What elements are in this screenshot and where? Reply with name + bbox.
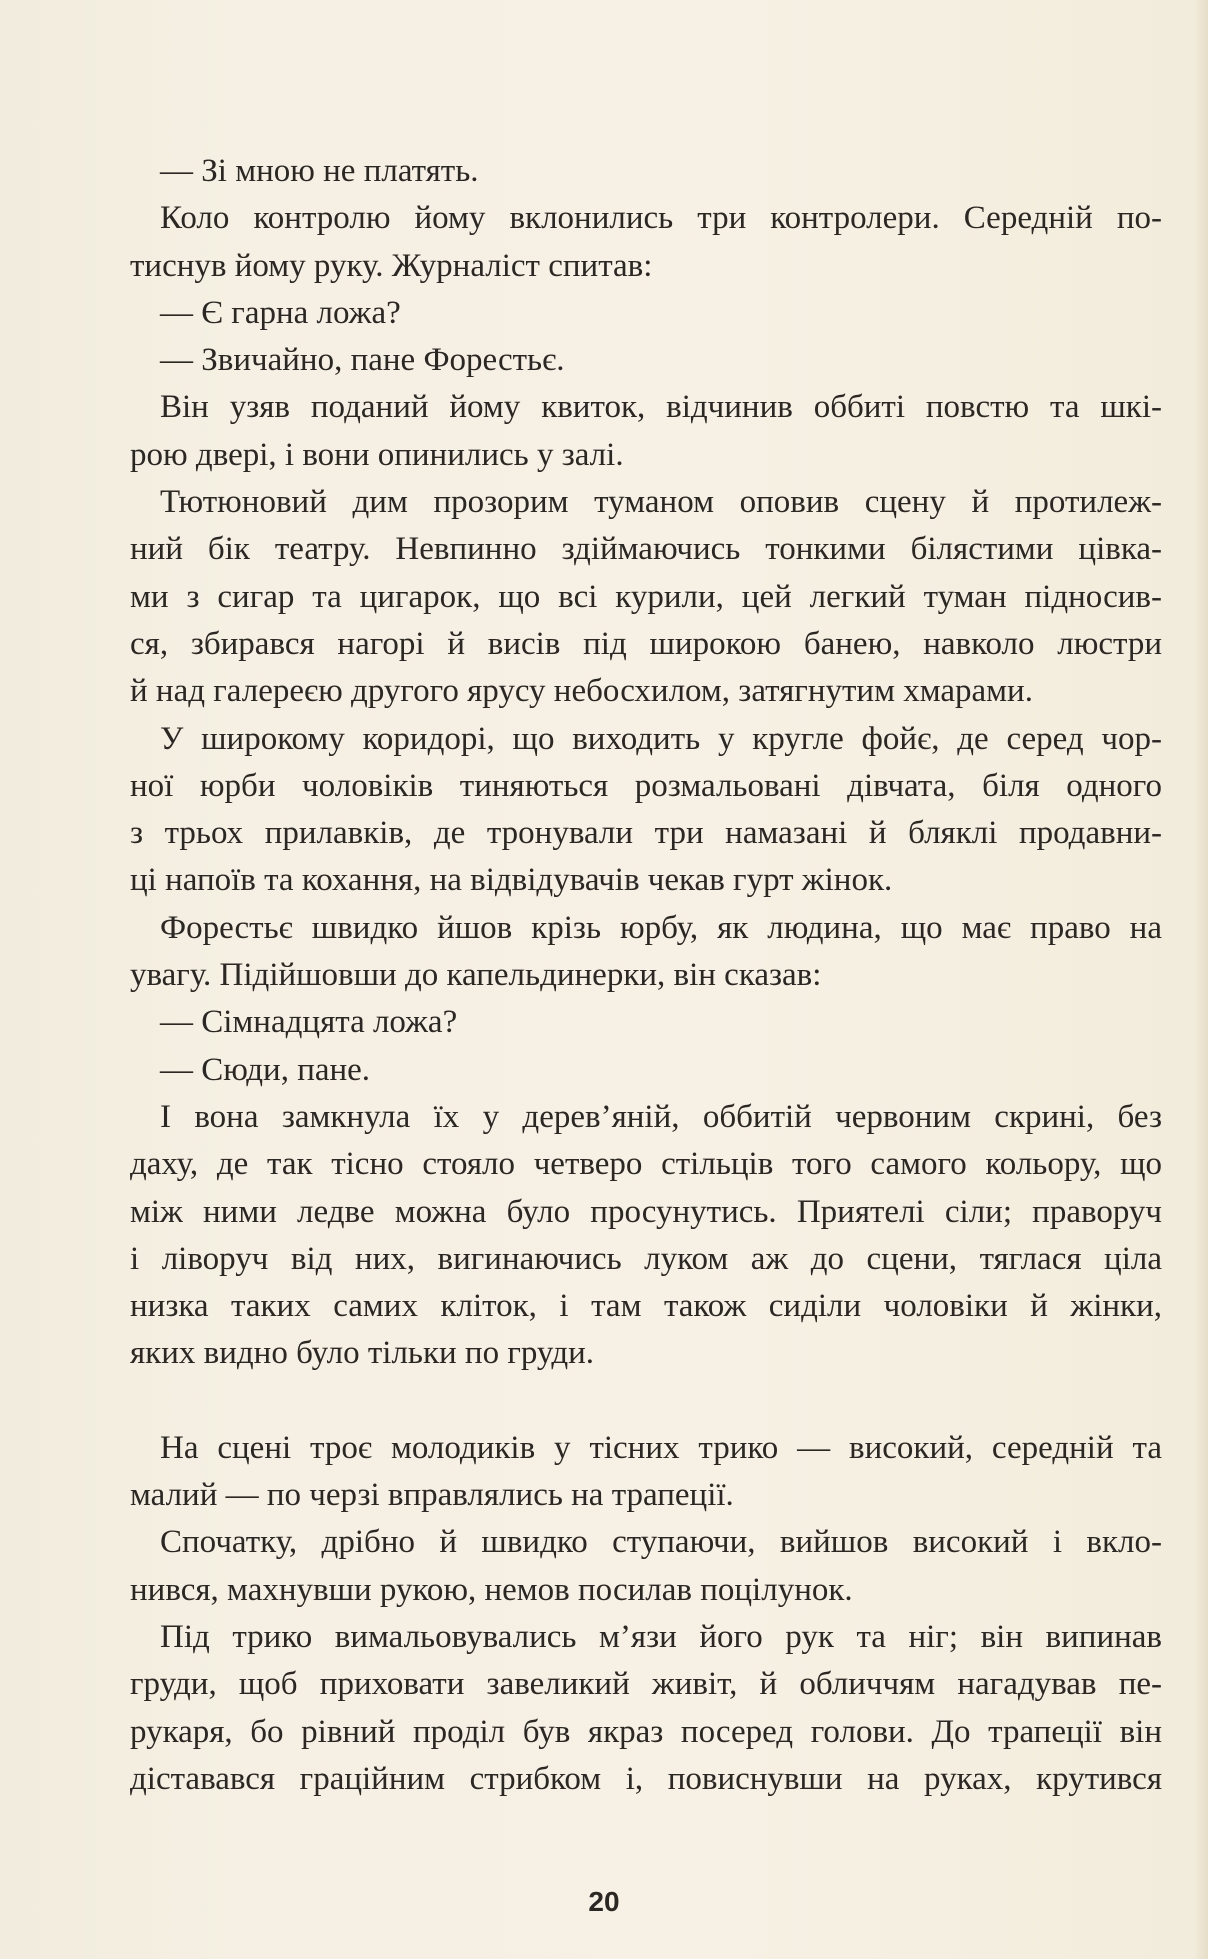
text-line: й над галереєю другого ярусу небосхилом, затягнутим хмарами.: [130, 673, 1033, 710]
paragraph: [130, 716, 1162, 905]
text-line: У широкому коридорі, що виходить у кругле фойє, де серед чор-: [160, 720, 1162, 757]
text-line: тиснув йому руку. Журналіст спитав:: [130, 247, 653, 284]
paragraph: [130, 290, 1162, 337]
body-text: [130, 148, 1162, 1803]
text-line: І вона замкнула їх у дерев’яній, оббитій червоним скрині, без: [160, 1098, 1162, 1135]
text-line: рукаря, бо рівний проділ був якраз посеред голови. До трапеції він: [130, 1713, 1162, 1750]
text-line: нився, махнувши рукою, немов посилав поцілунок.: [130, 1571, 853, 1608]
text-line: і ліворуч від них, вигинаючись луком аж до сцени, тяглася ціла: [130, 1240, 1162, 1277]
page-edge-shadow: [1194, 0, 1208, 1959]
text-line: ної юрби чоловіків тиняються розмальовані дівчата, біля одного: [130, 767, 1162, 804]
text-line: Форестьє швидко йшов крізь юрбу, як людина, що має право на: [160, 909, 1162, 946]
text-line: низка таких самих кліток, і там також сиділи чоловіки й жінки,: [130, 1288, 1162, 1325]
paragraph: [130, 337, 1162, 384]
text-line: Тютюновий дим прозорим туманом оповив сцену й протилеж-: [160, 484, 1162, 521]
text-line: даху, де так тісно стояло четверо стільців того самого кольору, що: [130, 1146, 1162, 1183]
text-line: Спочатку, дрібно й швидко ступаючи, вийшов високий і вкло-: [160, 1524, 1162, 1561]
text-line: Коло контролю йому вклонились три контролери. Середній по-: [160, 200, 1162, 237]
paragraph: [130, 195, 1162, 290]
paragraph: [130, 905, 1162, 1000]
text-line: — Сюди, пане.: [160, 1051, 371, 1088]
text-line: — Звичайно, пане Форестьє.: [160, 342, 565, 379]
text-line: — Зі мною не платять.: [160, 153, 479, 189]
paragraph: [130, 1094, 1162, 1378]
text-line: груди, щоб приховати завеликий живіт, й обличчям нагадував пе-: [130, 1666, 1162, 1703]
text-line: Він узяв поданий йому квиток, відчинив оббиті повстю та шкі-: [160, 389, 1162, 426]
text-line: — Сімнадцята ложа?: [160, 1004, 458, 1041]
text-line: діставався граційним стрибком і, повиснувши на руках, крутився: [130, 1760, 1162, 1797]
page-number: 20: [588, 1886, 620, 1917]
paragraph: [130, 1425, 1162, 1520]
text-line: малий — по черзі вправлялись на трапеції.: [130, 1477, 734, 1514]
text-line: з трьох прилавків, де тронували три намазані й бляклі продавни-: [130, 815, 1162, 852]
paragraph: [130, 148, 1162, 195]
text-line: увагу. Підійшовши до капельдинерки, він сказав:: [130, 957, 822, 994]
paragraph: [130, 479, 1162, 715]
paragraph: [130, 1519, 1162, 1614]
section-break: [130, 1378, 1162, 1425]
text-line: яких видно було тільки по груди.: [130, 1335, 595, 1372]
text-line: На сцені троє молодиків у тісних трико — високий, середній та: [160, 1429, 1162, 1466]
text-line: ми з сигар та цигарок, що всі курили, цей легкий туман підносив-: [130, 578, 1162, 615]
text-line: ся, збирався нагорі й висів під широкою банею, навколо люстри: [130, 625, 1162, 662]
paragraph: [130, 1614, 1162, 1803]
paragraph: [130, 1047, 1162, 1094]
paragraph: [130, 384, 1162, 479]
text-line: — Є гарна ложа?: [160, 294, 401, 331]
text-line: ці напоїв та кохання, на відвідувачів чекав гурт жінок.: [130, 862, 893, 899]
text-line: між ними ледве можна було просунутись. Приятелі сіли; праворуч: [130, 1193, 1162, 1230]
paragraph: [130, 999, 1162, 1046]
text-line: Під трико вимальовувались м’язи його рук та ніг; він випинав: [160, 1618, 1162, 1655]
text-line: рою двері, і вони опинились у залі.: [130, 436, 624, 473]
text-line: ний бік театру. Невпинно здіймаючись тонкими білястими цівка-: [130, 531, 1162, 568]
